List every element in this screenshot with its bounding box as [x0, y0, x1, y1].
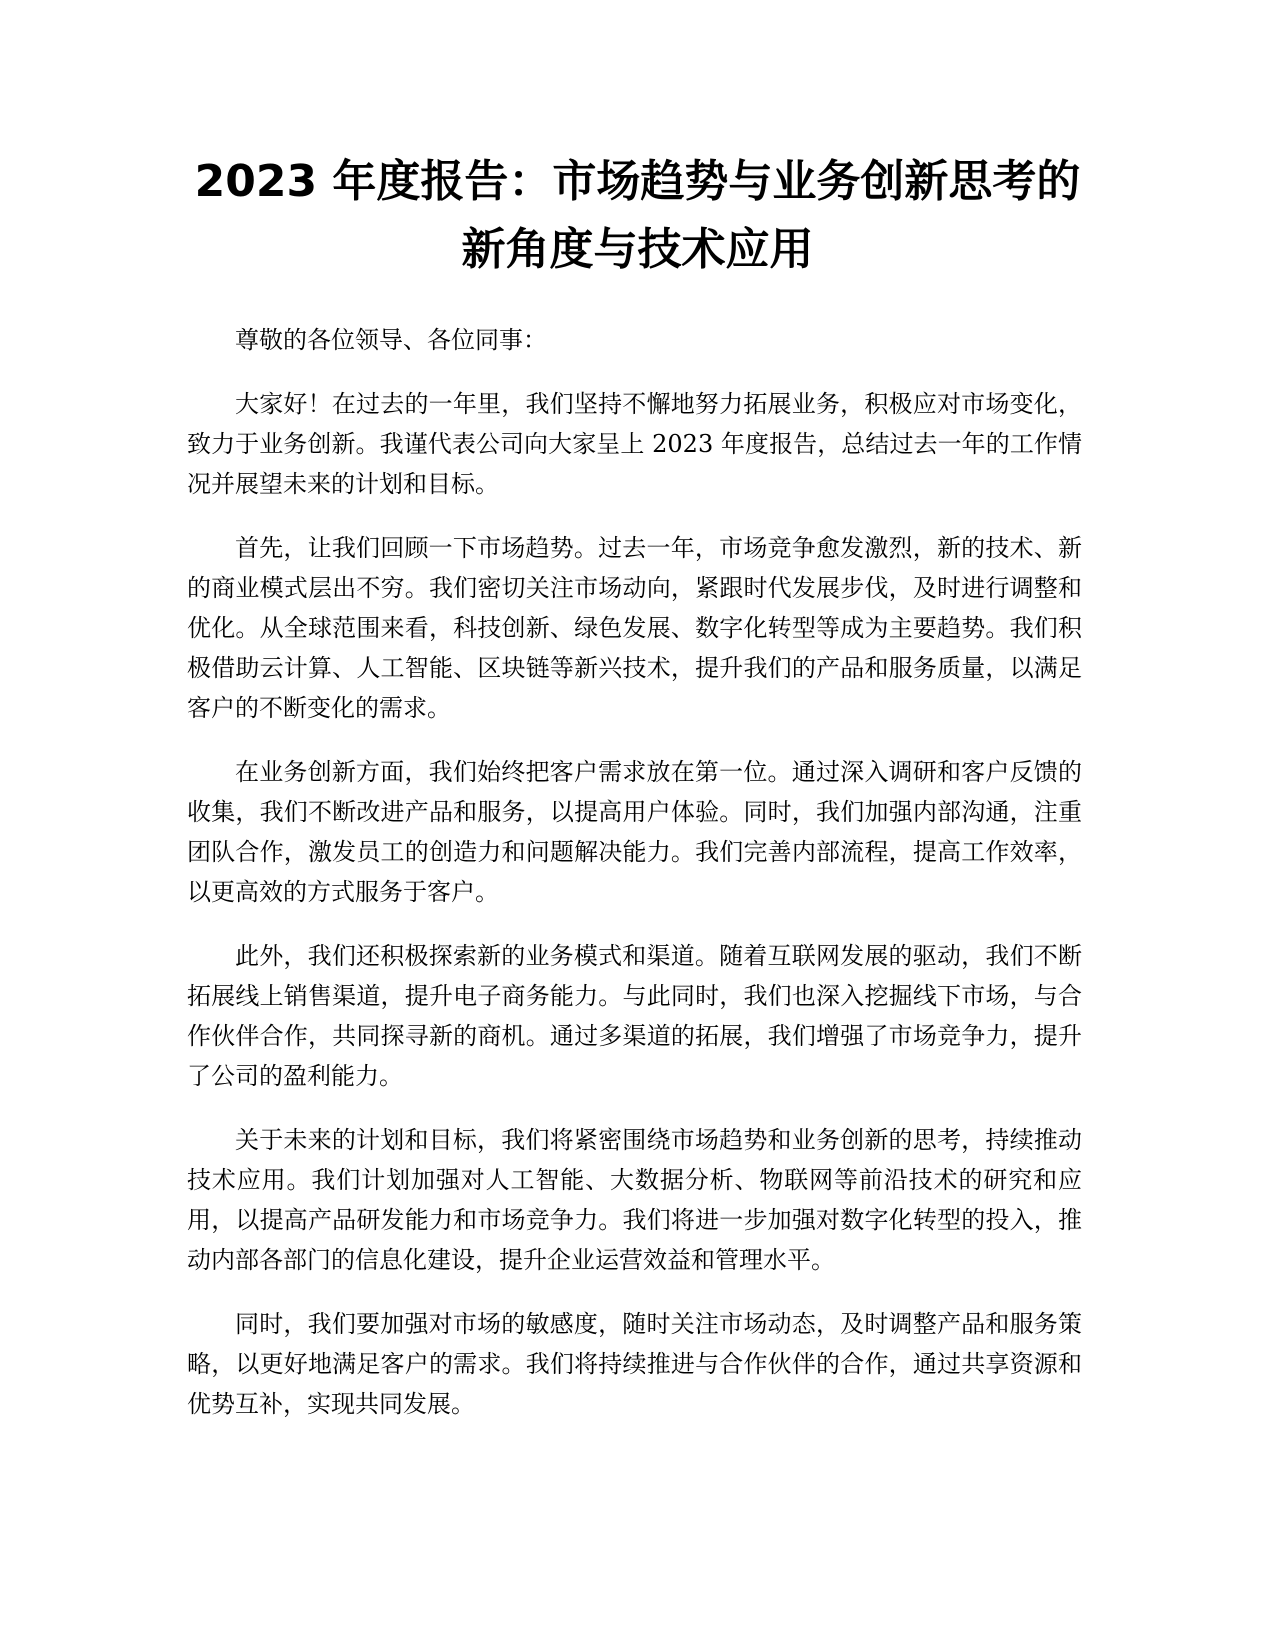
paragraph-business-models: 此外，我们还积极探索新的业务模式和渠道。随着互联网发展的驱动，我们不断拓展线上销售渠道，提升电子商务能力。与此同时，我们也深入挖掘线下市场，与合作伙伴合作，共同探寻新的商机。通过多渠道的拓展，我们增强了市场竞争力，提升了公司的盈利能力。	[187, 942, 1082, 1090]
title-line-2: 新角度与技术应用	[461, 224, 814, 275]
paragraph-business-innovation: 在业务创新方面，我们始终把客户需求放在第一位。通过深入调研和客户反馈的收集，我们不断改进产品和服务，以提高用户体验。同时，我们加强内部沟通，注重团队合作，激发员工的创造力和问题解决能力。我们完善内部流程，提高工作效率，以更高效的方式服务于客户。	[187, 758, 1082, 906]
document-title	[150, 148, 1125, 284]
paragraph-intro: 大家好！在过去的一年里，我们坚持不懈地努力拓展业务，积极应对市场变化，致力于业务创新。我谨代表公司向大家呈上 2023 年度报告，总结过去一年的工作情况并展望未来的计划和目标。	[187, 390, 1082, 498]
title-line-1: 2023 年度报告：市场趋势与业务创新思考的	[194, 156, 1081, 207]
document-body	[187, 320, 1082, 1448]
paragraph-market-sensitivity: 同时，我们要加强对市场的敏感度，随时关注市场动态，及时调整产品和服务策略，以更好地满足客户的需求。我们将持续推进与合作伙伴的合作，通过共享资源和优势互补，实现共同发展。	[187, 1310, 1082, 1418]
salutation: 尊敬的各位领导、各位同事：	[235, 326, 547, 354]
paragraph-future-plans: 关于未来的计划和目标，我们将紧密围绕市场趋势和业务创新的思考，持续推动技术应用。我们计划加强对人工智能、大数据分析、物联网等前沿技术的研究和应用，以提高产品研发能力和市场竞争力。我们将进一步加强对数字化转型的投入，推动内部各部门的信息化建设，提升企业运营效益和管理水平。	[187, 1126, 1082, 1274]
paragraph-market-trends: 首先，让我们回顾一下市场趋势。过去一年，市场竞争愈发激烈，新的技术、新的商业模式层出不穷。我们密切关注市场动向，紧跟时代发展步伐，及时进行调整和优化。从全球范围来看，科技创新、绿色发展、数字化转型等成为主要趋势。我们积极借助云计算、人工智能、区块链等新兴技术，提升我们的产品和服务质量，以满足客户的不断变化的需求。	[187, 534, 1082, 722]
